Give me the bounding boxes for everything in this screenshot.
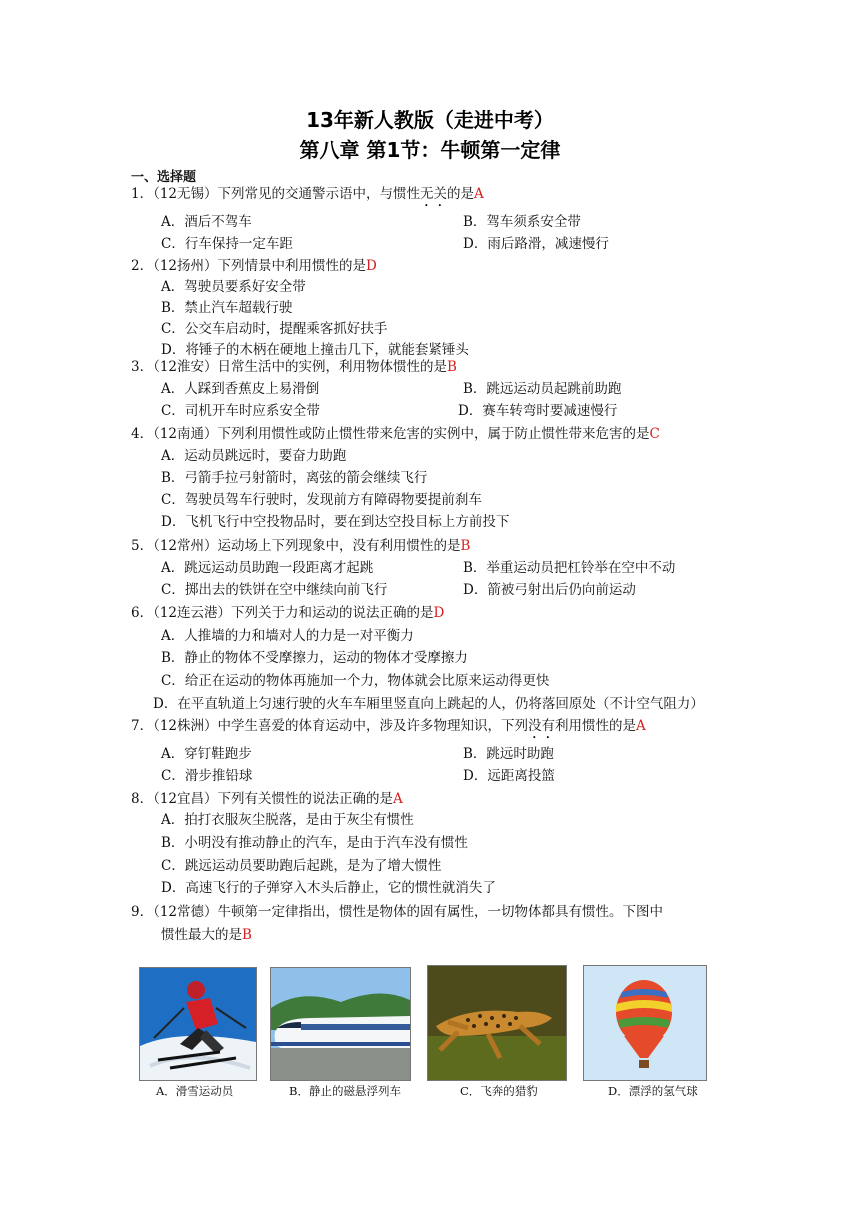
question-number: 2．: [131, 258, 154, 274]
question-7-stem: 7．（12株洲）中学生喜爱的体育运动中，涉及许多物理知识，下列没有利用惯性的是A: [131, 718, 646, 734]
maglev-train-photo: [270, 967, 411, 1081]
question-7-option-d: D．远距离投篮: [463, 768, 555, 784]
question-5-option-d: D．箭被弓射出后仍向前运动: [463, 582, 636, 598]
skier-icon: [140, 968, 256, 1080]
question-2-option-d: D．将锤子的木柄在硬地上撞击几下，就能套紧锤头: [161, 342, 469, 358]
question-1-option-b: B．驾车须系安全带: [463, 214, 581, 230]
document-title: 13年新人教版（走进中考）: [306, 108, 554, 132]
balloon-icon: [584, 966, 706, 1080]
cheetah-icon: [428, 966, 566, 1080]
section-heading: 一、选择题: [131, 170, 197, 185]
question-2-option-c: C．公交车启动时，提醒乘客抓好扶手: [161, 321, 388, 337]
hot-air-balloon-photo: [583, 965, 707, 1081]
question-4-stem: 4．（12南通）下列利用惯性或防止惯性带来危害的实例中，属于防止惯性带来危害的是C: [131, 426, 660, 442]
answer-label: A: [636, 718, 646, 734]
question-9-stem-cont: 惯性最大的是B: [161, 927, 252, 943]
question-4-option-b: B．弓箭手拉弓射箭时，离弦的箭会继续飞行: [161, 470, 428, 486]
image-caption-a: A．滑雪运动员: [156, 1084, 234, 1098]
question-number: 9．: [131, 904, 154, 920]
question-4-option-c: C．驾驶员驾车行驶时，发现前方有障碍物要提前刹车: [161, 492, 482, 508]
question-3-option-a: A．人踩到香蕉皮上易滑倒: [161, 381, 320, 397]
question-number: 7．: [131, 718, 154, 734]
question-6-stem: 6．（12连云港）下列关于力和运动的说法正确的是D: [131, 605, 445, 621]
image-caption-b: B．静止的磁悬浮列车: [289, 1084, 401, 1098]
question-8-stem: 8．（12宜昌）下列有关惯性的说法正确的是A: [131, 791, 403, 807]
question-7-option-b: B．跳远时助跑: [463, 746, 554, 762]
question-6-option-a: A．人推墙的力和墙对人的力是一对平衡力: [161, 628, 414, 644]
question-4-option-d: D．飞机飞行中空投物品时，要在到达空投目标上方前投下: [161, 514, 510, 530]
question-3-option-b: B．跳远运动员起跳前助跑: [463, 381, 622, 397]
answer-label: A: [474, 186, 484, 202]
question-5-option-c: C．掷出去的铁饼在空中继续向前飞行: [161, 582, 388, 598]
question-3-option-d: D．赛车转弯时要减速慢行: [458, 403, 618, 419]
answer-label: A: [393, 791, 403, 807]
question-7-option-a: A．穿钉鞋跑步: [161, 746, 252, 762]
emphasized-text: 没有: [528, 718, 556, 734]
question-number: 1．: [131, 186, 154, 202]
question-number: 6．: [131, 605, 154, 621]
cheetah-photo: [427, 965, 567, 1081]
question-5-stem: 5．（12常州）运动场上下列现象中，没有利用惯性的是B: [131, 538, 471, 554]
question-3-stem: 3．（12淮安）日常生活中的实例，利用物体惯性的是B: [131, 359, 457, 375]
question-7-option-c: C．滑步推铅球: [161, 768, 253, 784]
image-caption-c: C．飞奔的猎豹: [460, 1084, 538, 1098]
emphasized-text: 无关: [420, 186, 448, 202]
answer-label: B: [447, 359, 457, 375]
question-1-option-a: A．酒后不驾车: [161, 214, 252, 230]
image-caption-d: D．漂浮的氢气球: [608, 1084, 698, 1098]
question-number: 8．: [131, 791, 154, 807]
question-8-option-c: C．跳远运动员要助跑后起跳，是为了增大惯性: [161, 858, 442, 874]
answer-label: C: [649, 426, 660, 442]
question-2-option-a: A．驾驶员要系好安全带: [161, 279, 306, 295]
answer-label: B: [242, 927, 252, 943]
question-8-option-d: D．高速飞行的子弹穿入木头后静止，它的惯性就消失了: [161, 880, 496, 896]
answer-label: D: [366, 258, 377, 274]
question-1-option-d: D．雨后路滑，减速慢行: [463, 236, 609, 252]
question-9-stem: 9．（12常德）牛顿第一定律指出，惯性是物体的固有属性，一切物体都具有惯性。下图中: [131, 904, 664, 920]
answer-label: D: [433, 605, 445, 621]
question-number: 3．: [131, 359, 154, 375]
skier-photo: [139, 967, 257, 1081]
question-number: 4．: [131, 426, 154, 442]
question-8-option-b: B．小明没有推动静止的汽车，是由于汽车没有惯性: [161, 835, 468, 851]
question-1-stem: 1．（12无锡）下列常见的交通警示语中，与惯性无关的是A: [131, 186, 484, 202]
answer-label: B: [460, 538, 471, 554]
document-subtitle: 第八章 第1节：牛顿第一定律: [299, 138, 561, 162]
question-6-option-d: D．在平直轨道上匀速行驶的火车车厢里竖直向上跳起的人，仍将落回原处（不计空气阻力）: [153, 696, 704, 712]
question-8-option-a: A．拍打衣服灰尘脱落，是由于灰尘有惯性: [161, 812, 414, 828]
question-1-option-c: C．行车保持一定车距: [161, 236, 293, 252]
question-5-option-b: B．举重运动员把杠铃举在空中不动: [463, 560, 676, 576]
question-6-option-b: B．静止的物体不受摩擦力，运动的物体才受摩擦力: [161, 650, 468, 666]
question-3-option-c: C．司机开车时应系安全带: [161, 403, 320, 419]
question-5-option-a: A．跳远运动员助跑一段距离才起跳: [161, 560, 374, 576]
question-6-option-c: C．给正在运动的物体再施加一个力，物体就会比原来运动得更快: [161, 673, 550, 689]
question-2-option-b: B．禁止汽车超载行驶: [161, 300, 293, 316]
train-icon: [271, 968, 410, 1080]
question-number: 5．: [131, 538, 154, 554]
question-2-stem: 2．（12扬州）下列情景中利用惯性的是D: [131, 258, 377, 274]
question-4-option-a: A．运动员跳远时，要奋力助跑: [161, 448, 347, 464]
